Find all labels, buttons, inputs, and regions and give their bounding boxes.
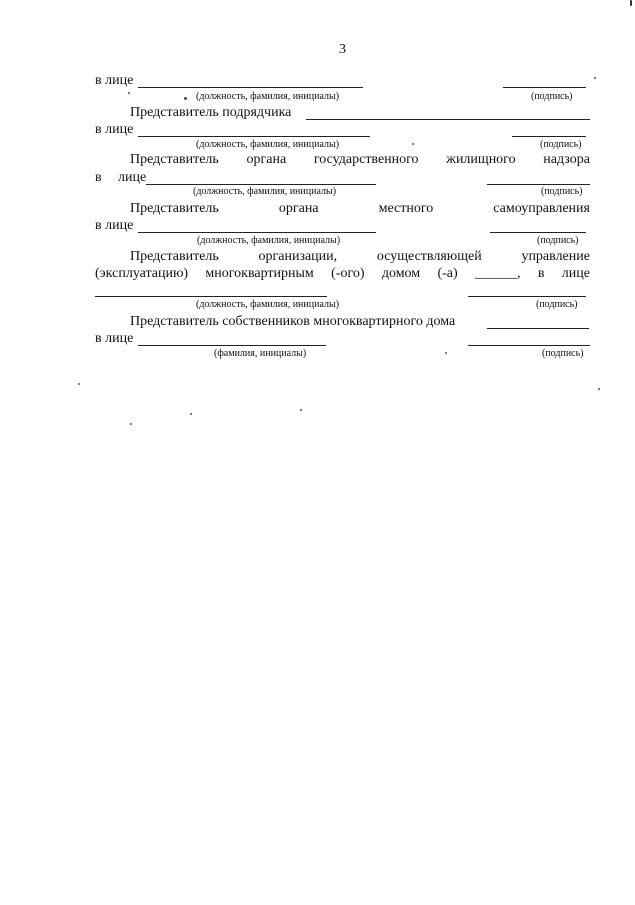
name-line — [138, 232, 376, 233]
scan-speck — [184, 97, 187, 100]
name-line — [146, 184, 376, 185]
signature-line — [503, 87, 586, 88]
in-person-label: в лице — [95, 331, 134, 346]
in-person-label: в лице — [95, 122, 134, 137]
name-line — [138, 136, 370, 137]
in-person-label: в лице — [95, 73, 134, 88]
name-line — [138, 345, 326, 346]
name-line — [138, 87, 363, 88]
page-number: 3 — [339, 42, 346, 57]
owners-rep-label: Представитель собственников многоквартирного дома — [130, 314, 456, 329]
scan-speck — [445, 352, 447, 354]
management-org-rep-label-line2: (эксплуатацию) многоквартирным (-ого) домом (-а) ______, в лице — [95, 266, 590, 281]
contractor-line — [306, 119, 590, 120]
management-org-rep-label-line1: Представитель организации, осуществляющей управление — [130, 249, 590, 264]
in-person-label: в лице — [95, 218, 134, 233]
caption-position-name: (должность, фамилия, инициалы) — [193, 186, 337, 197]
local-government-rep-label: Представитель органа местного самоуправления — [130, 201, 590, 216]
scan-speck — [78, 383, 80, 385]
name-line — [95, 296, 327, 297]
caption-position-name: (должность, фамилия, инициалы) — [196, 139, 340, 150]
scan-speck — [594, 77, 596, 79]
caption-signature: (подпись) — [537, 235, 579, 246]
scan-speck — [630, 0, 632, 6]
caption-signature: (подпись) — [531, 91, 573, 102]
scan-speck — [128, 92, 130, 94]
contractor-rep-label: Представитель подрядчика — [130, 105, 292, 120]
caption-position-name: (должность, фамилия, инициалы) — [196, 299, 340, 310]
caption-position-name: (должность, фамилия, инициалы) — [197, 235, 341, 246]
signature-line — [468, 345, 590, 346]
housing-supervision-rep-label: Представитель органа государственного жилищного надзора — [130, 152, 590, 167]
in-person-prefix: в — [95, 170, 102, 185]
caption-signature: (подпись) — [542, 348, 584, 359]
scan-speck — [130, 423, 132, 425]
scan-speck — [300, 409, 302, 411]
caption-signature: (подпись) — [540, 139, 582, 150]
signature-line — [468, 296, 586, 297]
caption-signature: (подпись) — [541, 186, 583, 197]
signature-line — [487, 184, 590, 185]
scan-speck — [190, 413, 192, 415]
signature-line — [512, 136, 586, 137]
caption-position-name: (должность, фамилия, инициалы) — [196, 91, 340, 102]
caption-name: (фамилия, инициалы) — [214, 348, 307, 359]
caption-signature: (подпись) — [536, 299, 578, 310]
signature-line — [490, 232, 586, 233]
owners-line — [487, 328, 589, 329]
scan-speck — [598, 388, 600, 390]
scan-speck — [412, 143, 414, 145]
in-person-suffix: лице — [118, 170, 147, 185]
